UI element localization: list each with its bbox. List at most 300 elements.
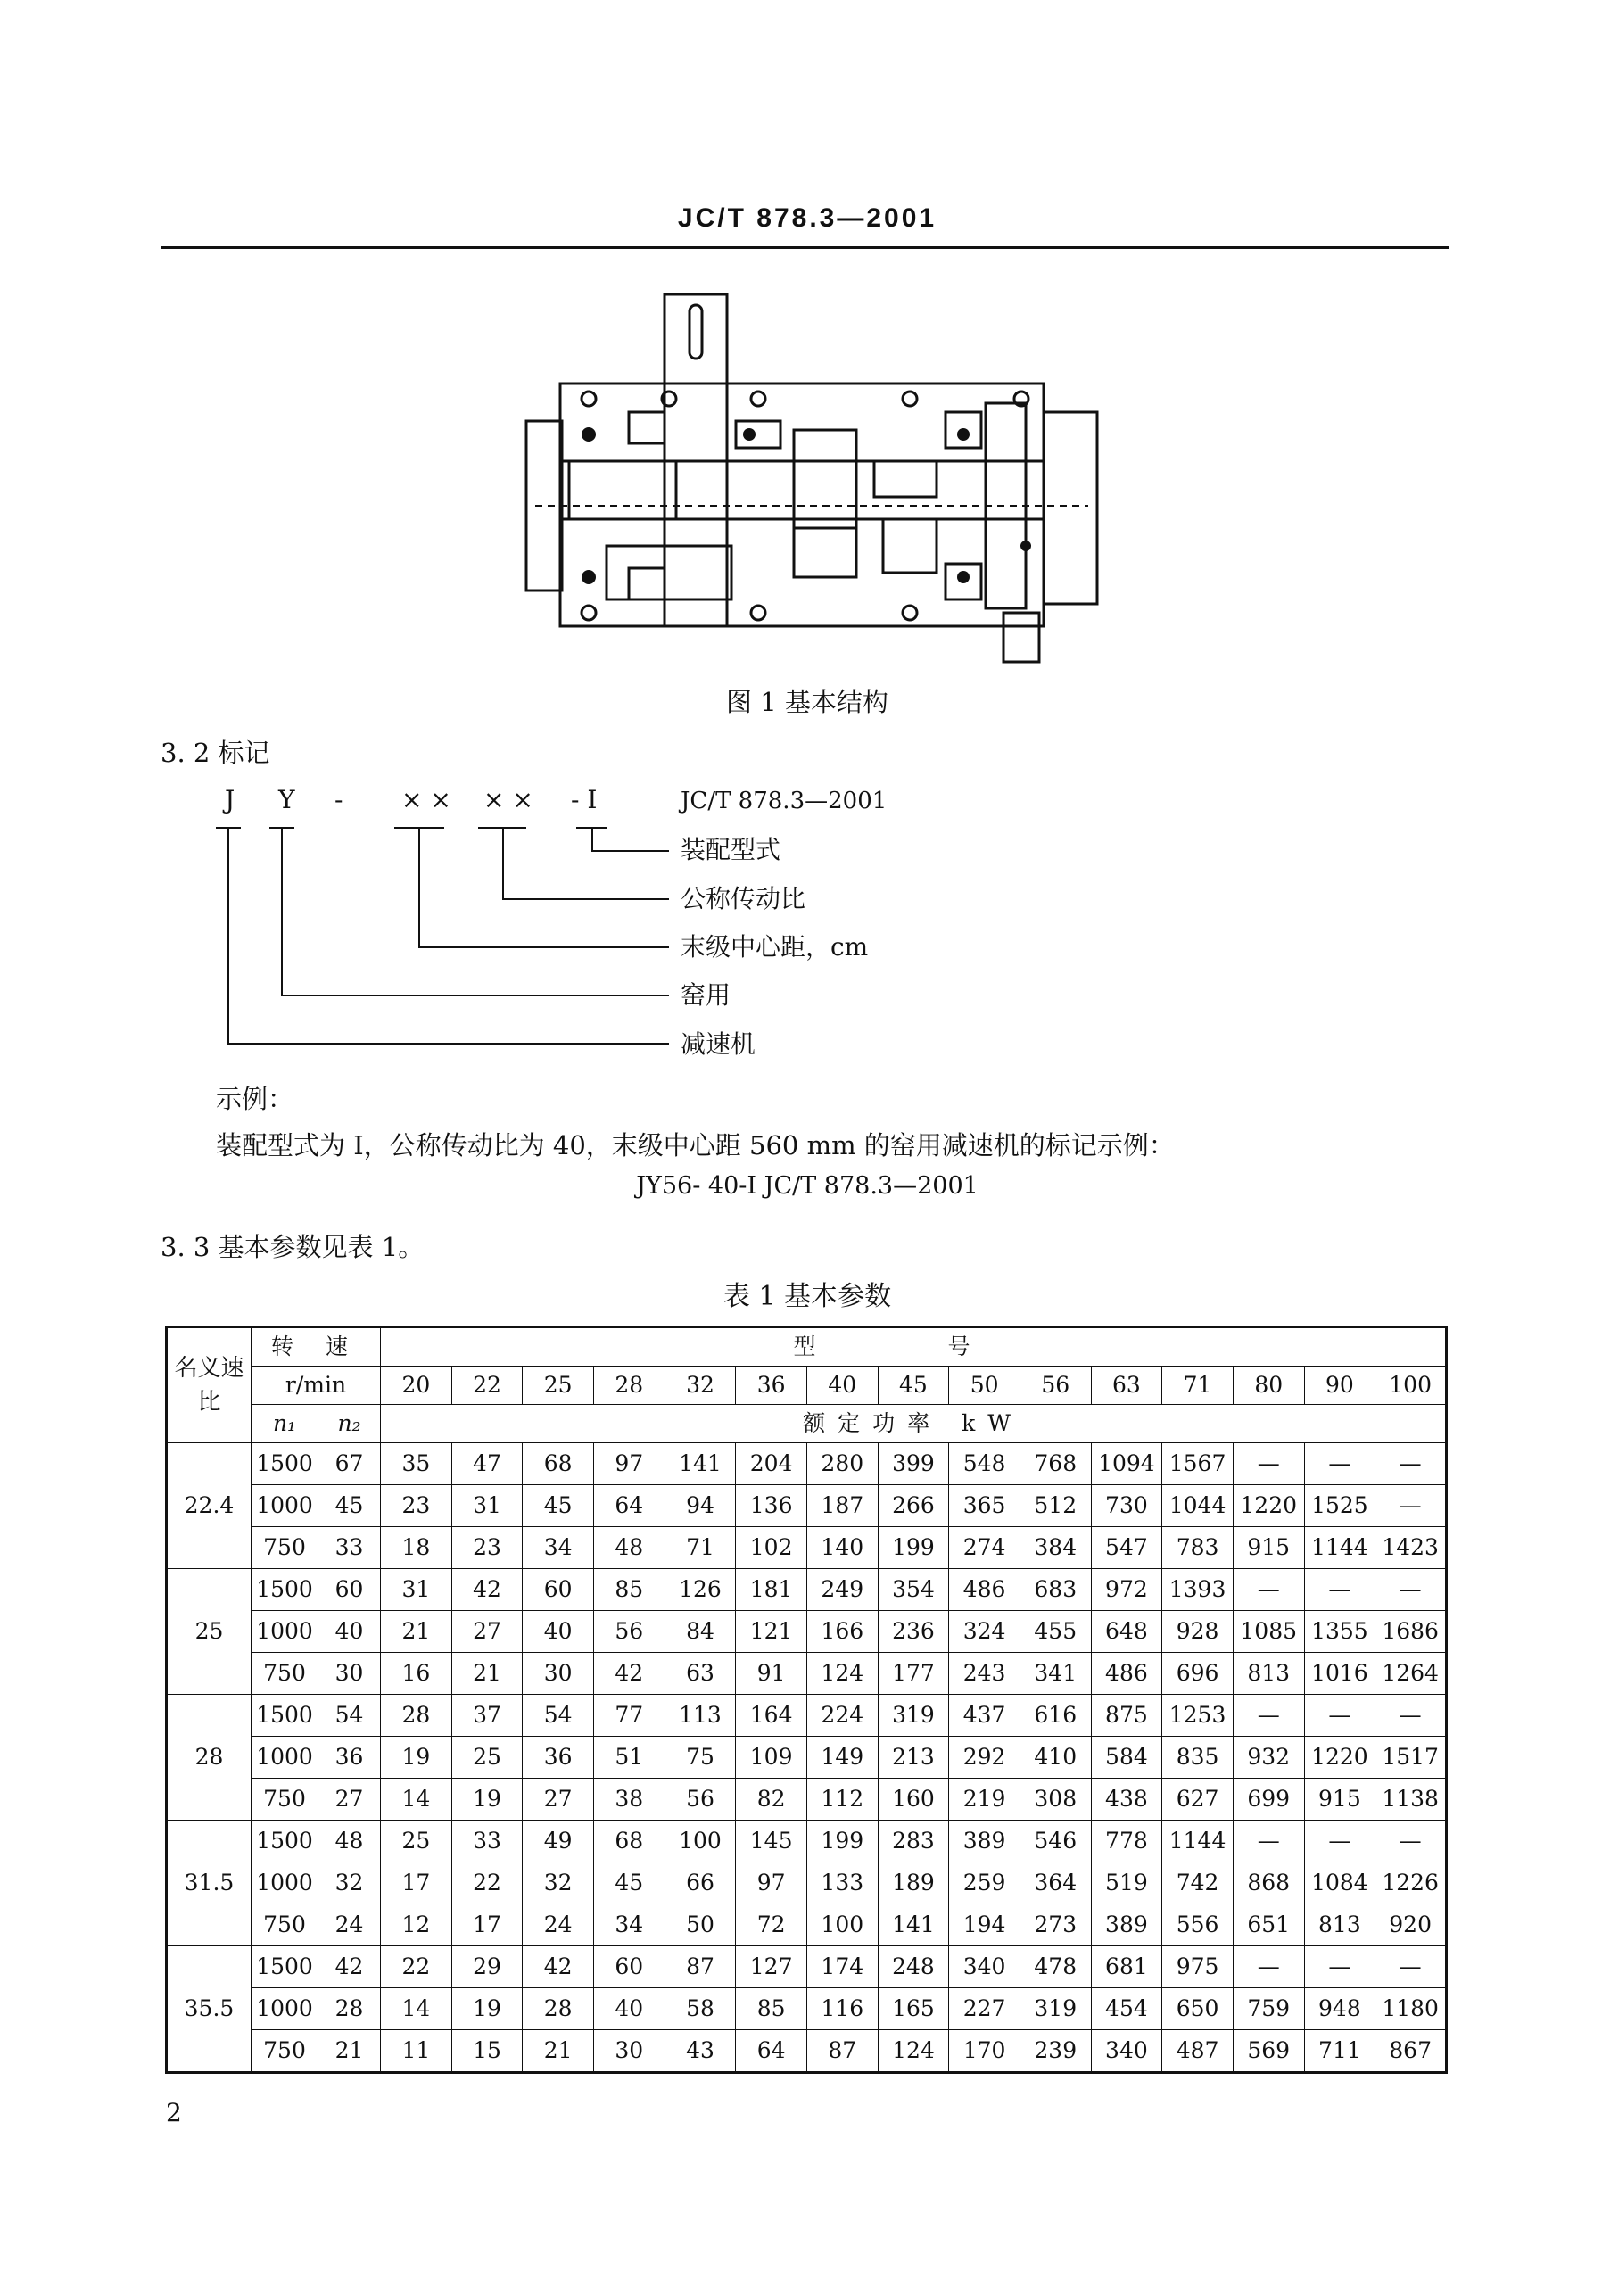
table-row	[167, 1821, 1447, 1862]
power-cell: 742	[1162, 1862, 1234, 1904]
model-header-cell: 50	[949, 1367, 1020, 1405]
model-header-cell: 36	[736, 1367, 807, 1405]
power-cell: 768	[1020, 1443, 1091, 1485]
power-cell: 454	[1091, 1988, 1162, 2030]
power-cell: 1144	[1304, 1527, 1375, 1569]
power-cell: 34	[593, 1904, 665, 1946]
power-cell: 145	[736, 1821, 807, 1862]
power-cell: —	[1375, 1695, 1447, 1737]
power-cell: 813	[1233, 1653, 1304, 1695]
power-cell: 1180	[1375, 1988, 1447, 2030]
power-cell: 30	[523, 1653, 594, 1695]
n2-cell: 60	[318, 1569, 381, 1611]
power-cell: 166	[806, 1611, 878, 1653]
power-cell: 1220	[1304, 1737, 1375, 1779]
power-cell: 19	[381, 1737, 452, 1779]
power-cell: 1525	[1304, 1485, 1375, 1527]
power-cell: 1423	[1375, 1527, 1447, 1569]
n1-cell: 1000	[252, 1611, 318, 1653]
power-cell: 340	[1091, 2030, 1162, 2073]
power-cell: 109	[736, 1737, 807, 1779]
table-header-row-1	[167, 1327, 1447, 1367]
power-cell: 384	[1020, 1527, 1091, 1569]
power-cell: 546	[1020, 1821, 1091, 1862]
table-row	[167, 1946, 1447, 1988]
power-cell: —	[1233, 1946, 1304, 1988]
power-cell: 34	[523, 1527, 594, 1569]
power-cell: 1355	[1304, 1611, 1375, 1653]
power-cell: 324	[949, 1611, 1020, 1653]
n1-cell: 1000	[252, 1988, 318, 2030]
n2-cell: 36	[318, 1737, 381, 1779]
n2-cell: 21	[318, 2030, 381, 2073]
power-cell: 11	[381, 2030, 452, 2073]
power-cell: 24	[523, 1904, 594, 1946]
power-cell: 1085	[1233, 1611, 1304, 1653]
power-cell: 975	[1162, 1946, 1234, 1988]
power-cell: 164	[736, 1695, 807, 1737]
power-cell: 19	[451, 1988, 523, 2030]
power-cell: 948	[1304, 1988, 1375, 2030]
power-cell: 1253	[1162, 1695, 1234, 1737]
power-cell: 60	[523, 1569, 594, 1611]
power-cell: 14	[381, 1779, 452, 1821]
power-cell: 813	[1304, 1904, 1375, 1946]
table-header-row-3	[167, 1405, 1447, 1443]
power-cell: 627	[1162, 1779, 1234, 1821]
n1-cell: 1000	[252, 1485, 318, 1527]
power-cell: 243	[949, 1653, 1020, 1695]
header-speed: 转 速	[252, 1327, 381, 1367]
power-cell: 17	[381, 1862, 452, 1904]
n1-cell: 1000	[252, 1737, 318, 1779]
power-cell: 283	[878, 1821, 949, 1862]
power-cell: 547	[1091, 1527, 1162, 1569]
code-part-center-distance: × ×	[401, 785, 451, 814]
power-cell: 224	[806, 1695, 878, 1737]
power-cell: —	[1304, 1443, 1375, 1485]
n1-cell: 1500	[252, 1821, 318, 1862]
table-row	[167, 1485, 1447, 1527]
power-cell: 486	[1091, 1653, 1162, 1695]
n2-cell: 54	[318, 1695, 381, 1737]
model-header-cell: 71	[1162, 1367, 1234, 1405]
power-cell: 248	[878, 1946, 949, 1988]
n2-cell: 67	[318, 1443, 381, 1485]
page-number: 2	[166, 2098, 182, 2127]
power-cell: 519	[1091, 1862, 1162, 1904]
power-cell: 730	[1091, 1485, 1162, 1527]
legend-center-distance: 末级中心距，cm	[681, 932, 869, 962]
ratio-cell: 25	[167, 1569, 252, 1695]
model-header-cell: 80	[1233, 1367, 1304, 1405]
legend-assembly-type: 装配型式	[681, 835, 781, 864]
power-cell: 64	[593, 1485, 665, 1527]
table-row	[167, 1779, 1447, 1821]
n2-cell: 28	[318, 1988, 381, 2030]
power-cell: 85	[593, 1569, 665, 1611]
table-title: 表 1 基本参数	[723, 1281, 892, 1312]
power-cell: 17	[451, 1904, 523, 1946]
table-row	[167, 1904, 1447, 1946]
power-cell: 85	[736, 1988, 807, 2030]
power-cell: 1517	[1375, 1737, 1447, 1779]
power-cell: —	[1375, 1443, 1447, 1485]
power-cell: 121	[736, 1611, 807, 1653]
power-cell: 38	[593, 1779, 665, 1821]
power-cell: 280	[806, 1443, 878, 1485]
power-cell: 569	[1233, 2030, 1304, 2073]
power-cell: 181	[736, 1569, 807, 1611]
power-cell: 21	[523, 2030, 594, 2073]
power-cell: 174	[806, 1946, 878, 1988]
power-cell: 30	[593, 2030, 665, 2073]
model-header-cell: 40	[806, 1367, 878, 1405]
power-cell: —	[1233, 1569, 1304, 1611]
example-code: JY56- 40-I JC/T 878.3—2001	[636, 1172, 979, 1200]
n1-cell: 750	[252, 1527, 318, 1569]
power-cell: 133	[806, 1862, 878, 1904]
power-cell: 126	[665, 1569, 736, 1611]
power-cell: 478	[1020, 1946, 1091, 1988]
power-cell: 42	[593, 1653, 665, 1695]
n2-cell: 42	[318, 1946, 381, 1988]
power-cell: 77	[593, 1695, 665, 1737]
table-row	[167, 1527, 1447, 1569]
ratio-cell: 22.4	[167, 1443, 252, 1569]
power-cell: 127	[736, 1946, 807, 1988]
legend-reducer: 减速机	[681, 1029, 756, 1059]
power-cell: 94	[665, 1485, 736, 1527]
power-cell: 14	[381, 1988, 452, 2030]
power-cell: 112	[806, 1779, 878, 1821]
power-cell: 58	[665, 1988, 736, 2030]
power-cell: 259	[949, 1862, 1020, 1904]
ratio-cell: 35.5	[167, 1946, 252, 2073]
power-cell: —	[1304, 1695, 1375, 1737]
document-header-code: JC/T 878.3—2001	[677, 203, 937, 233]
power-cell: 35	[381, 1443, 452, 1485]
power-cell: 648	[1091, 1611, 1162, 1653]
header-n2: n₂	[318, 1405, 381, 1443]
power-cell: 455	[1020, 1611, 1091, 1653]
power-cell: 27	[523, 1779, 594, 1821]
marking-standard-ref: JC/T 878.3—2001	[681, 788, 888, 814]
power-cell: 699	[1233, 1779, 1304, 1821]
n2-cell: 27	[318, 1779, 381, 1821]
power-cell: 27	[451, 1611, 523, 1653]
power-cell: 54	[523, 1695, 594, 1737]
power-cell: 389	[1091, 1904, 1162, 1946]
power-cell: 584	[1091, 1737, 1162, 1779]
power-cell: 165	[878, 1988, 949, 2030]
n2-cell: 45	[318, 1485, 381, 1527]
power-cell: 40	[593, 1988, 665, 2030]
power-cell: 160	[878, 1779, 949, 1821]
power-cell: 778	[1091, 1821, 1162, 1862]
power-cell: —	[1375, 1569, 1447, 1611]
power-cell: 16	[381, 1653, 452, 1695]
power-cell: 51	[593, 1737, 665, 1779]
power-cell: 45	[593, 1862, 665, 1904]
power-cell: 22	[451, 1862, 523, 1904]
power-cell: 354	[878, 1569, 949, 1611]
power-cell: 189	[878, 1862, 949, 1904]
power-cell: 1144	[1162, 1821, 1234, 1862]
power-cell: 681	[1091, 1946, 1162, 1988]
power-cell: 100	[665, 1821, 736, 1862]
figure-caption: 图 1 基本结构	[726, 687, 888, 717]
header-ratio: 名义速比	[167, 1327, 252, 1443]
power-cell: 141	[878, 1904, 949, 1946]
marking-diagram	[161, 776, 1053, 1079]
power-cell: 410	[1020, 1737, 1091, 1779]
table-row	[167, 1695, 1447, 1737]
power-cell: 116	[806, 1988, 878, 2030]
power-cell: 37	[451, 1695, 523, 1737]
power-cell: 50	[665, 1904, 736, 1946]
power-cell: 389	[949, 1821, 1020, 1862]
header-n1: n₁	[252, 1405, 318, 1443]
power-cell: 40	[523, 1611, 594, 1653]
power-cell: 213	[878, 1737, 949, 1779]
power-cell: 219	[949, 1779, 1020, 1821]
power-cell: 21	[381, 1611, 452, 1653]
power-cell: 199	[806, 1821, 878, 1862]
power-cell: 932	[1233, 1737, 1304, 1779]
n2-cell: 40	[318, 1611, 381, 1653]
power-cell: 47	[451, 1443, 523, 1485]
power-cell: 66	[665, 1862, 736, 1904]
n1-cell: 750	[252, 2030, 318, 2073]
power-cell: 64	[736, 2030, 807, 2073]
power-cell: 1686	[1375, 1611, 1447, 1653]
power-cell: 45	[523, 1485, 594, 1527]
power-cell: 72	[736, 1904, 807, 1946]
power-cell: 23	[381, 1485, 452, 1527]
power-cell: 274	[949, 1527, 1020, 1569]
header-power: 额定功率 kW	[381, 1405, 1447, 1443]
power-cell: 23	[451, 1527, 523, 1569]
power-cell: 149	[806, 1737, 878, 1779]
legend-nominal-ratio: 公称传动比	[681, 884, 806, 913]
n1-cell: 1000	[252, 1862, 318, 1904]
power-cell: 56	[593, 1611, 665, 1653]
table-row	[167, 1569, 1447, 1611]
basic-parameters-table	[165, 1326, 1448, 2074]
power-cell: 43	[665, 2030, 736, 2073]
power-cell: 1138	[1375, 1779, 1447, 1821]
power-cell: 365	[949, 1485, 1020, 1527]
power-cell: 1044	[1162, 1485, 1234, 1527]
power-cell: 438	[1091, 1779, 1162, 1821]
power-cell: 15	[451, 2030, 523, 2073]
n2-cell: 48	[318, 1821, 381, 1862]
n1-cell: 1500	[252, 1695, 318, 1737]
power-cell: 97	[736, 1862, 807, 1904]
power-cell: 867	[1375, 2030, 1447, 2073]
power-cell: 915	[1233, 1527, 1304, 1569]
power-cell: 308	[1020, 1779, 1091, 1821]
power-cell: —	[1375, 1946, 1447, 1988]
power-cell: 1016	[1304, 1653, 1375, 1695]
power-cell: 1226	[1375, 1862, 1447, 1904]
model-header-cell: 63	[1091, 1367, 1162, 1405]
example-text: 装配型式为 I，公称传动比为 40，末级中心距 560 mm 的窑用减速机的标记示例：	[216, 1130, 1175, 1160]
power-cell: 273	[1020, 1904, 1091, 1946]
power-cell: 56	[665, 1779, 736, 1821]
power-cell: 199	[878, 1527, 949, 1569]
power-cell: 650	[1162, 1988, 1234, 2030]
power-cell: 920	[1375, 1904, 1447, 1946]
code-part-assembly: - I	[571, 785, 598, 814]
header-rule	[161, 246, 1449, 249]
power-cell: 399	[878, 1443, 949, 1485]
power-cell: —	[1304, 1569, 1375, 1611]
n2-cell: 33	[318, 1527, 381, 1569]
power-cell: 835	[1162, 1737, 1234, 1779]
power-cell: 1264	[1375, 1653, 1447, 1695]
table-row	[167, 1653, 1447, 1695]
power-cell: 12	[381, 1904, 452, 1946]
power-cell: 49	[523, 1821, 594, 1862]
power-cell: 140	[806, 1527, 878, 1569]
power-cell: 868	[1233, 1862, 1304, 1904]
power-cell: 972	[1091, 1569, 1162, 1611]
power-cell: 33	[451, 1821, 523, 1862]
power-cell: 48	[593, 1527, 665, 1569]
power-cell: 68	[523, 1443, 594, 1485]
power-cell: —	[1233, 1443, 1304, 1485]
power-cell: —	[1375, 1485, 1447, 1527]
ratio-cell: 31.5	[167, 1821, 252, 1946]
power-cell: 204	[736, 1443, 807, 1485]
power-cell: —	[1233, 1695, 1304, 1737]
n1-cell: 750	[252, 1653, 318, 1695]
power-cell: 783	[1162, 1527, 1234, 1569]
table-row	[167, 1862, 1447, 1904]
power-cell: 31	[381, 1569, 452, 1611]
power-cell: 696	[1162, 1653, 1234, 1695]
n1-cell: 1500	[252, 1569, 318, 1611]
code-part-j: J	[225, 785, 235, 814]
legend-kiln-use: 窑用	[681, 980, 731, 1010]
n2-cell: 24	[318, 1904, 381, 1946]
power-cell: 875	[1091, 1695, 1162, 1737]
power-cell: 364	[1020, 1862, 1091, 1904]
power-cell: 266	[878, 1485, 949, 1527]
power-cell: 319	[1020, 1988, 1091, 2030]
code-part-y: Y	[278, 785, 295, 814]
table-row	[167, 1443, 1447, 1485]
power-cell: 1220	[1233, 1485, 1304, 1527]
power-cell: 249	[806, 1569, 878, 1611]
table-row	[167, 2030, 1447, 2073]
model-header-cell: 100	[1375, 1367, 1447, 1405]
table-body	[167, 1443, 1447, 2073]
power-cell: 141	[665, 1443, 736, 1485]
power-cell: 31	[451, 1485, 523, 1527]
header-speed-unit: r/min	[252, 1367, 381, 1405]
model-header-cell: 22	[451, 1367, 523, 1405]
power-cell: 87	[806, 2030, 878, 2073]
power-cell: 19	[451, 1779, 523, 1821]
power-cell: —	[1233, 1821, 1304, 1862]
power-cell: 487	[1162, 2030, 1234, 2073]
power-cell: 18	[381, 1527, 452, 1569]
power-cell: 1393	[1162, 1569, 1234, 1611]
power-cell: 437	[949, 1695, 1020, 1737]
code-part-ratio: × ×	[483, 785, 533, 814]
power-cell: 82	[736, 1779, 807, 1821]
power-cell: 124	[806, 1653, 878, 1695]
power-cell: 102	[736, 1527, 807, 1569]
power-cell: 22	[381, 1946, 452, 1988]
power-cell: 113	[665, 1695, 736, 1737]
power-cell: 512	[1020, 1485, 1091, 1527]
power-cell: 711	[1304, 2030, 1375, 2073]
power-cell: 1567	[1162, 1443, 1234, 1485]
n1-cell: 1500	[252, 1443, 318, 1485]
n1-cell: 1500	[252, 1946, 318, 1988]
power-cell: 29	[451, 1946, 523, 1988]
power-cell: 100	[806, 1904, 878, 1946]
power-cell: 21	[451, 1653, 523, 1695]
power-cell: 91	[736, 1653, 807, 1695]
model-header-cell: 32	[665, 1367, 736, 1405]
power-cell: 616	[1020, 1695, 1091, 1737]
power-cell: 68	[593, 1821, 665, 1862]
power-cell: 32	[523, 1862, 594, 1904]
power-cell: 236	[878, 1611, 949, 1653]
power-cell: 60	[593, 1946, 665, 1988]
power-cell: 340	[949, 1946, 1020, 1988]
power-cell: 486	[949, 1569, 1020, 1611]
n1-cell: 750	[252, 1779, 318, 1821]
gearbox-structure-drawing	[500, 278, 1124, 671]
model-header-cell: 28	[593, 1367, 665, 1405]
power-cell: 87	[665, 1946, 736, 1988]
power-cell: 683	[1020, 1569, 1091, 1611]
model-header-cell: 90	[1304, 1367, 1375, 1405]
model-header-cell: 25	[523, 1367, 594, 1405]
model-header-cell: 45	[878, 1367, 949, 1405]
model-header-cell: 56	[1020, 1367, 1091, 1405]
power-cell: 25	[381, 1821, 452, 1862]
power-cell: 75	[665, 1737, 736, 1779]
power-cell: —	[1304, 1946, 1375, 1988]
n1-cell: 750	[252, 1904, 318, 1946]
power-cell: 136	[736, 1485, 807, 1527]
power-cell: 84	[665, 1611, 736, 1653]
power-cell: 292	[949, 1737, 1020, 1779]
example-label: 示例：	[216, 1084, 294, 1114]
n2-cell: 32	[318, 1862, 381, 1904]
n2-cell: 30	[318, 1653, 381, 1695]
power-cell: 341	[1020, 1653, 1091, 1695]
model-header-cell: 20	[381, 1367, 452, 1405]
power-cell: 71	[665, 1527, 736, 1569]
power-cell: 36	[523, 1737, 594, 1779]
power-cell: 651	[1233, 1904, 1304, 1946]
code-part-dash: -	[334, 785, 343, 814]
table-row	[167, 1611, 1447, 1653]
header-model: 型 号	[381, 1327, 1447, 1367]
power-cell: 928	[1162, 1611, 1234, 1653]
power-cell: 1084	[1304, 1862, 1375, 1904]
power-cell: 170	[949, 2030, 1020, 2073]
power-cell: 42	[523, 1946, 594, 1988]
